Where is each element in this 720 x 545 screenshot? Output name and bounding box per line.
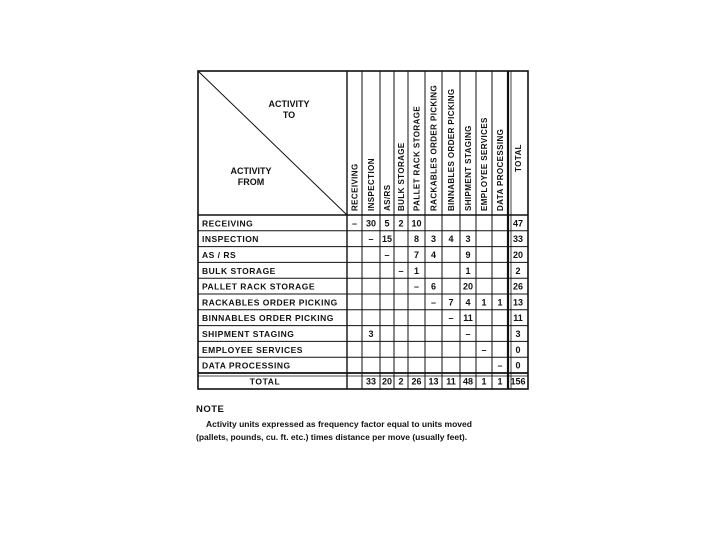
column-header-6: RACKABLES ORDER PICKING	[429, 84, 439, 211]
matrix-cell-7: –	[448, 313, 454, 324]
matrix-cell-8: 9	[465, 250, 471, 260]
total-cell-3: 20	[381, 376, 393, 387]
matrix-cell-3: 15	[381, 234, 393, 245]
matrix-cell-4: 2	[398, 218, 404, 229]
row-label-7: BINNABLES ORDER PICKING	[202, 313, 334, 324]
note-line-1: Activity units expressed as frequency factor equal to units moved	[206, 419, 472, 429]
row-label-2: INSPECTION	[202, 234, 259, 245]
matrix-cell-11: 33	[512, 234, 524, 245]
total-cell-2: 33	[365, 376, 377, 387]
column-header-10: DATA PROCESSING	[496, 128, 505, 211]
row-label-3: AS / RS	[202, 250, 237, 260]
row-label-10: DATA PROCESSING	[202, 360, 291, 371]
matrix-cell-7: 7	[448, 297, 454, 308]
row-label-4: BULK STORAGE	[202, 265, 276, 276]
header-to-line-2: TO	[282, 110, 296, 120]
matrix-cell-1: –	[351, 218, 358, 229]
column-header-3: AS/RS	[383, 184, 392, 211]
column-header-2: INSPECTION	[367, 158, 376, 211]
column-header-8: SHIPMENT STAGING	[464, 125, 473, 211]
matrix-cell-5: –	[413, 281, 420, 292]
header-to-line-1: ACTIVITY	[268, 99, 310, 109]
matrix-cell-6: 4	[430, 250, 437, 260]
matrix-cell-8: –	[465, 329, 471, 339]
total-cell-5: 26	[411, 376, 422, 387]
matrix-cell-11: 2	[515, 265, 521, 276]
matrix-cell-11: 20	[512, 250, 524, 260]
matrix-cell-8: 1	[465, 265, 471, 276]
column-header-7: BINNABLES ORDER PICKING	[447, 88, 456, 211]
matrix-cell-5: 8	[413, 234, 420, 245]
column-header-1: RECEIVING	[350, 163, 360, 211]
matrix-cell-2: –	[368, 234, 374, 245]
row-label-5: PALLET RACK STORAGE	[202, 281, 316, 292]
column-header-5: PALLET RACK STORAGE	[412, 105, 422, 211]
row-label-total: TOTAL	[249, 376, 281, 387]
header-from-line-1: ACTIVITY	[230, 166, 272, 176]
matrix-cell-3: –	[384, 250, 390, 260]
matrix-cell-6: –	[430, 297, 437, 308]
row-label-6: RACKABLES ORDER PICKING	[202, 297, 338, 308]
matrix-cell-2: 3	[368, 329, 374, 339]
matrix-cell-5: 10	[411, 218, 422, 229]
matrix-cell-9: 1	[481, 297, 487, 308]
matrix-cell-11: 3	[515, 329, 521, 339]
matrix-cell-10: 1	[497, 297, 503, 308]
matrix-cell-8: 4	[465, 297, 471, 308]
row-label-9: EMPLOYEE SERVICES	[202, 344, 303, 355]
matrix-cell-7: 4	[448, 234, 454, 245]
matrix-cell-6: 3	[430, 234, 437, 245]
total-cell-10: 1	[497, 376, 503, 387]
matrix-cell-6: 6	[430, 281, 437, 292]
row-label-1: RECEIVING	[202, 218, 254, 229]
matrix-cell-4: –	[398, 265, 404, 276]
total-cell-4: 2	[398, 376, 404, 387]
matrix-cell-5: 1	[413, 265, 420, 276]
header-from-line-2: FROM	[237, 177, 265, 187]
total-cell-8: 48	[462, 376, 474, 387]
matrix-cell-2: 30	[365, 218, 377, 229]
total-cell-11: 156	[510, 376, 526, 387]
header-diagonal	[198, 71, 347, 215]
matrix-cell-8: 3	[465, 234, 471, 245]
column-header-4: BULK STORAGE	[397, 142, 406, 211]
matrix-cell-11: 11	[513, 313, 523, 324]
total-cell-7: 11	[446, 376, 456, 387]
note-line-2: (pallets, pounds, cu. ft. etc.) times distance per move (usually feet).	[196, 432, 468, 442]
total-cell-9: 1	[481, 376, 487, 387]
note-title: NOTE	[196, 404, 225, 415]
matrix-cell-11: 0	[515, 360, 521, 371]
row-label-8: SHIPMENT STAGING	[202, 329, 295, 339]
matrix-cell-3: 5	[384, 218, 390, 229]
matrix-cell-8: 11	[463, 313, 473, 324]
matrix-cell-11: 13	[512, 297, 524, 308]
matrix-cell-5: 7	[413, 250, 420, 260]
total-cell-6: 13	[428, 376, 439, 387]
matrix-cell-11: 0	[515, 344, 521, 355]
matrix-cell-11: 47	[512, 218, 524, 229]
column-header-11: TOTAL	[514, 144, 523, 172]
matrix-cell-8: 20	[462, 281, 474, 292]
matrix-cell-10: –	[497, 360, 503, 371]
matrix-cell-9: –	[481, 344, 487, 355]
matrix-cell-11: 26	[512, 281, 524, 292]
column-header-9: EMPLOYEE SERVICES	[480, 117, 489, 211]
